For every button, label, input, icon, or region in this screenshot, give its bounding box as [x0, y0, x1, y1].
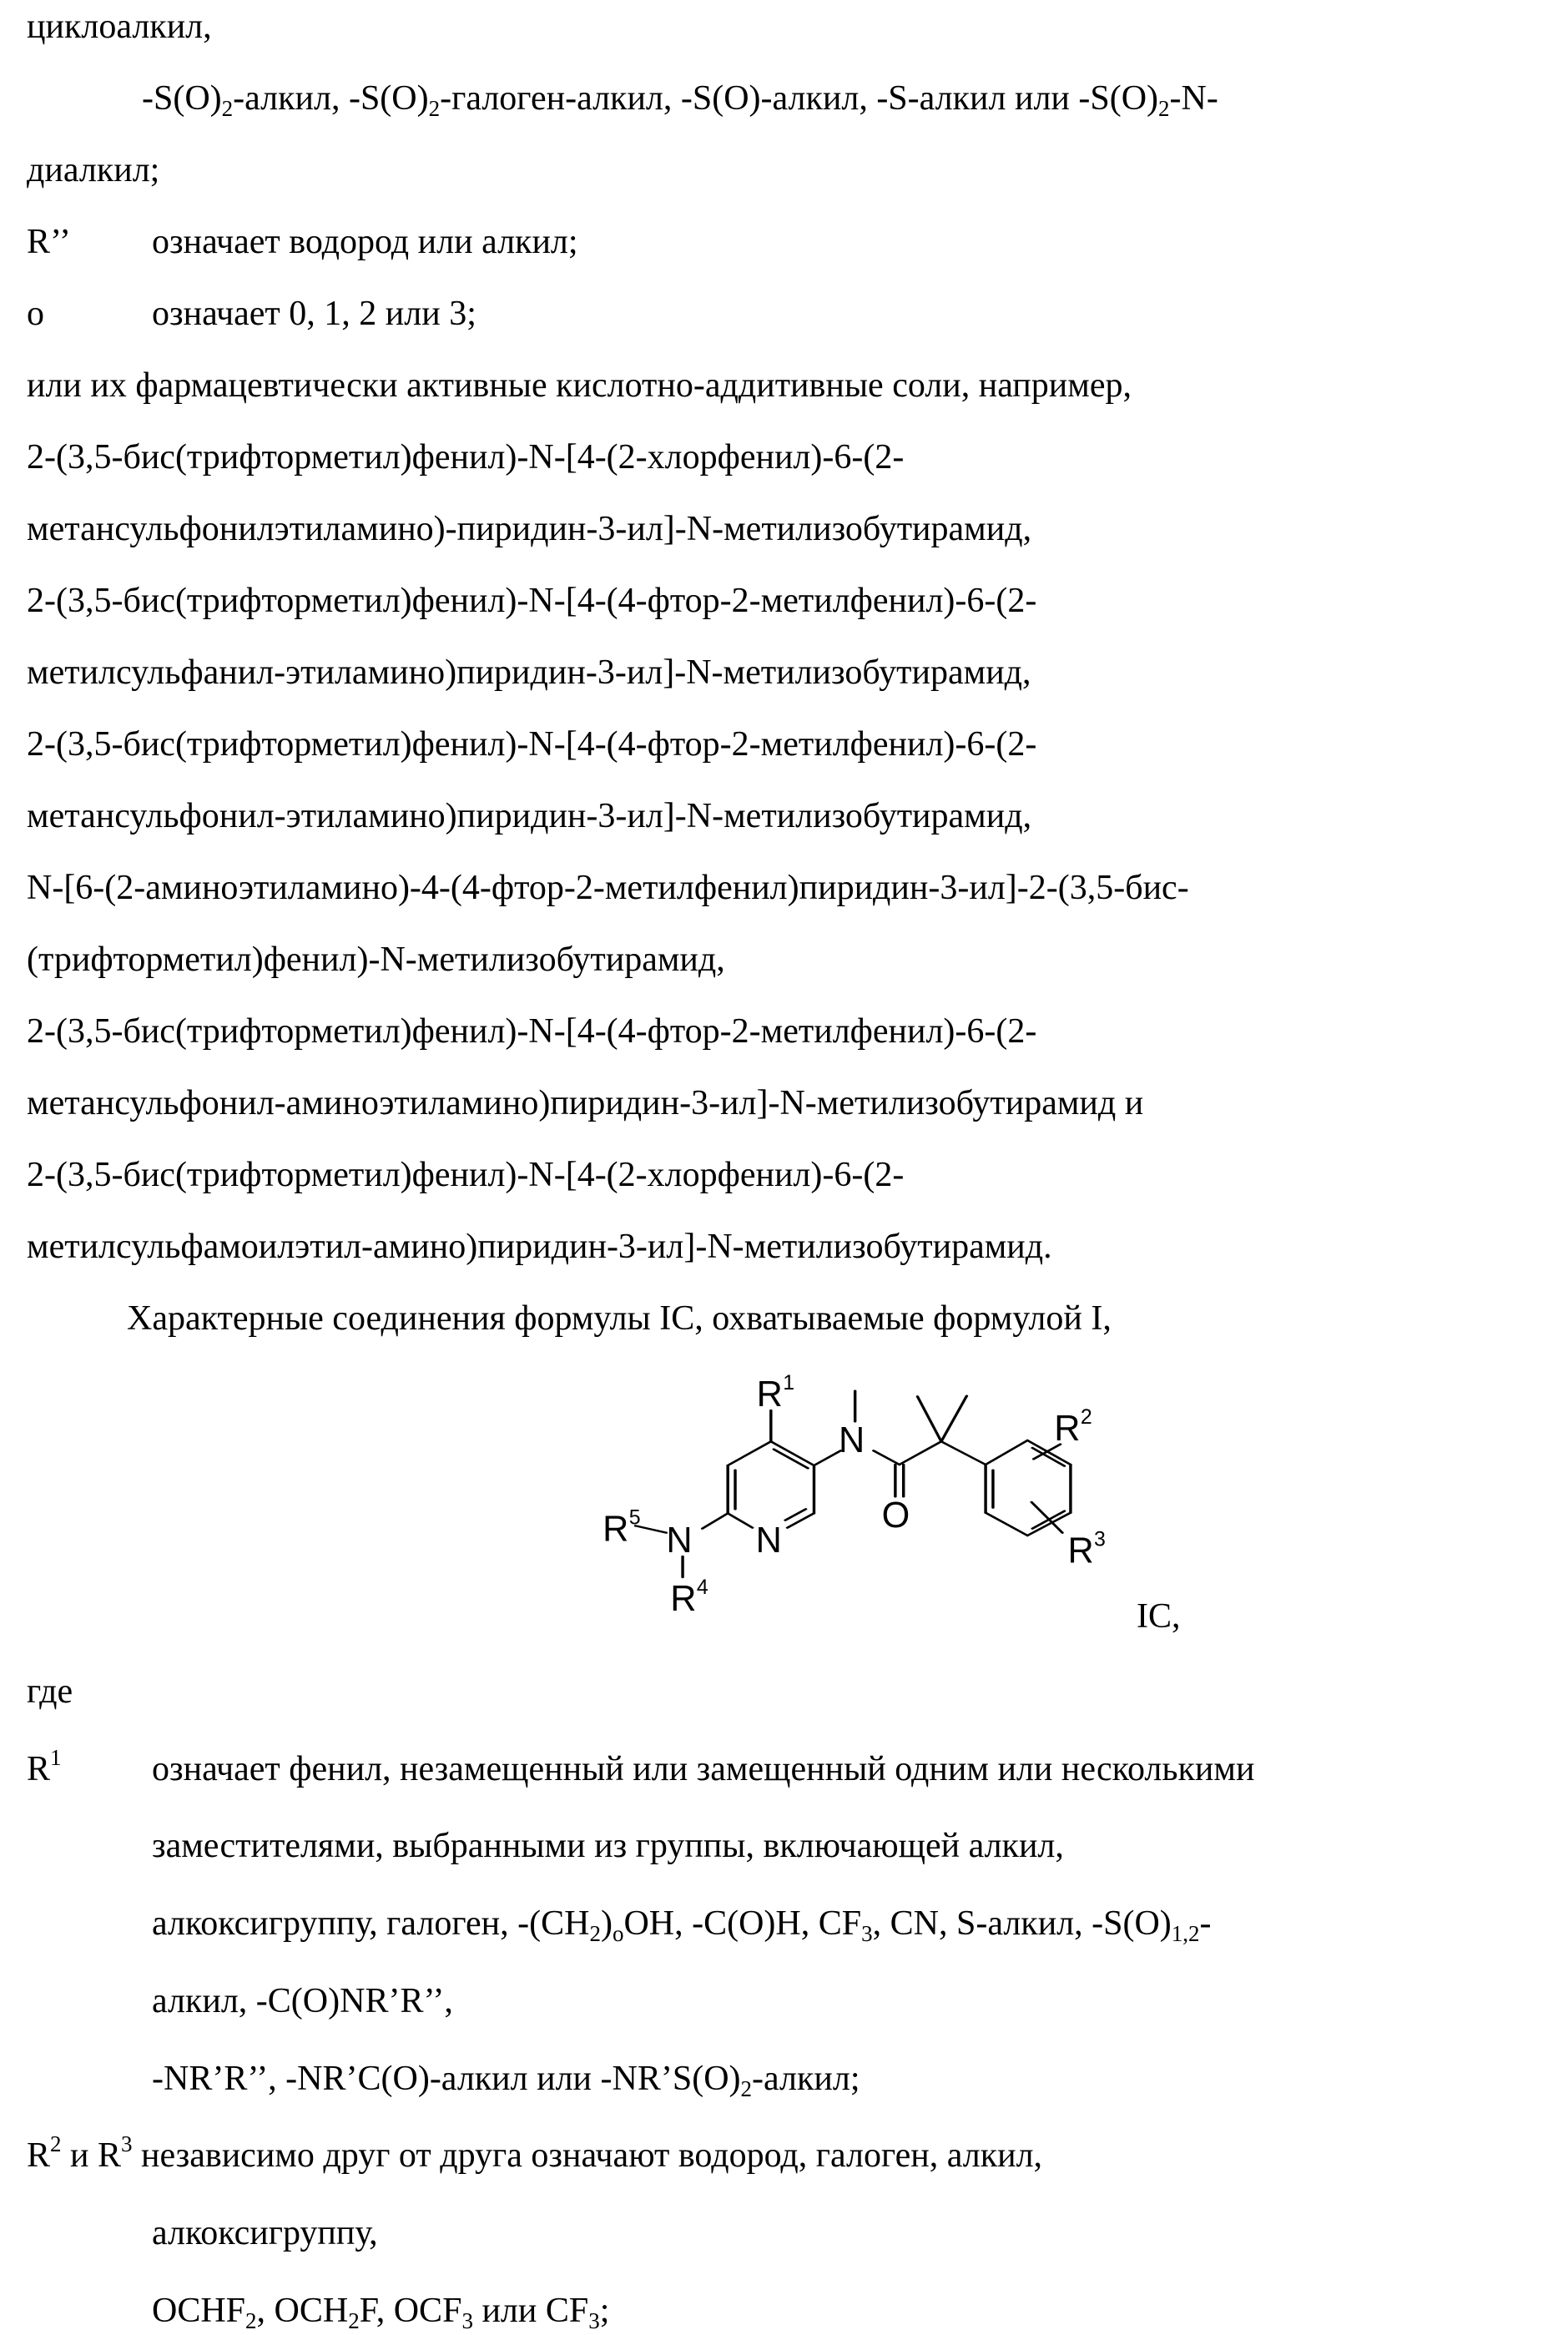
- text-line: [27, 508, 1031, 550]
- text-line: [27, 1011, 1036, 1052]
- definition-text: [152, 293, 476, 335]
- text-run: 2-(3,5-бис(трифторметил)фенил)-N-[4-(4-фтор-2-метилфенил)-6-(2-: [27, 582, 1036, 620]
- definition-text: [152, 221, 578, 263]
- text-line: [142, 78, 1218, 119]
- text-line: [27, 1226, 1052, 1268]
- text-run: o: [27, 295, 44, 333]
- text-run: или CF: [473, 2292, 588, 2330]
- text-run: алкоксигруппу,: [152, 2214, 378, 2252]
- text-run: независимо друг от друга означают водород, галоген, алкил,: [133, 2136, 1043, 2175]
- text-run: -алкил, -S(O): [233, 79, 428, 118]
- text-run: означает водород или алкил;: [152, 223, 578, 261]
- text-line: [27, 867, 1189, 909]
- amine-n-label: N: [666, 1521, 692, 1561]
- r3-label: R: [1067, 1531, 1093, 1571]
- r5-superscript: 5: [629, 1506, 641, 1530]
- text-line: [27, 652, 1031, 693]
- text-run: ): [601, 1904, 613, 1943]
- text-run: 2-(3,5-бис(трифторметил)фенил)-N-[4-(2-хлорфенил)-6-(2-: [27, 1156, 904, 1194]
- subscript: 2: [589, 1921, 601, 1946]
- structure-bonds: [635, 1391, 1070, 1577]
- text-run: циклоалкил,: [27, 8, 212, 46]
- text-run: метилсульфамоилэтил-амино)пиридин-3-ил]-N-метилизобутирамид.: [27, 1228, 1052, 1266]
- text-run: -алкил;: [752, 2060, 860, 2098]
- text-run: 2-(3,5-бис(трифторметил)фенил)-N-[4-(2-хлорфенил)-6-(2-: [27, 438, 904, 477]
- subscript: 1,2: [1172, 1921, 1200, 1946]
- superscript: 3: [121, 2131, 133, 2156]
- text-run: диалкил;: [27, 151, 159, 189]
- text-run: где: [27, 1672, 73, 1711]
- text-run: ;: [600, 2292, 610, 2330]
- text-run: OCHF: [152, 2292, 245, 2330]
- definition-label: [27, 1748, 62, 1790]
- text-run: , CN, S-алкил, -S(O): [873, 1904, 1172, 1943]
- r1-superscript: 1: [783, 1371, 794, 1394]
- definition-line: [27, 221, 1562, 263]
- text-run: означает фенил, незамещенный или замещенный одним или несколькими: [152, 1750, 1254, 1788]
- text-line: [27, 795, 1031, 837]
- subscript: 2: [348, 2308, 360, 2333]
- text-run: OH, -C(O)H, CF: [623, 1904, 861, 1943]
- text-line: [27, 436, 904, 478]
- r4-label: R: [670, 1579, 696, 1619]
- text-run: метилсульфанил-этиламино)пиридин-3-ил]-N-метилизобутирамид,: [27, 653, 1031, 692]
- subscript: 2: [1158, 96, 1170, 121]
- subscript: 3: [461, 2308, 473, 2333]
- r2-superscript: 2: [1081, 1405, 1092, 1429]
- text-run: означает 0, 1, 2 или 3;: [152, 295, 476, 333]
- text-line: [27, 1082, 1143, 1124]
- text-line: [27, 1154, 904, 1196]
- text-run: (трифторметил)фенил)-N-метилизобутирамид,: [27, 941, 725, 979]
- text-run: метансульфонил-этиламино)пиридин-3-ил]-N-метилизобутирамид,: [27, 797, 1031, 835]
- text-run: алкоксигруппу, галоген, -(CH: [152, 1904, 589, 1943]
- text-line: [27, 939, 725, 981]
- superscript: 2: [50, 2131, 62, 2156]
- text-run: метансульфонилэтиламино)-пиридин-3-ил]-N-метилизобутирамид,: [27, 510, 1031, 548]
- chemical-structure-ic: [584, 1369, 1218, 1652]
- text-line: [152, 1980, 453, 2022]
- subscript: 2: [245, 2308, 257, 2333]
- text-run: -: [1200, 1904, 1212, 1943]
- superscript: 1: [50, 1745, 62, 1770]
- text-run: Характерные соединения формулы IC, охватываемые формулой I,: [127, 1299, 1112, 1338]
- definition-line: [27, 1748, 1562, 1790]
- text-run: R: [27, 1750, 50, 1788]
- text-line: [152, 2212, 378, 2254]
- text-run: 2-(3,5-бис(трифторметил)фенил)-N-[4-(4-фтор-2-метилфенил)-6-(2-: [27, 1012, 1036, 1051]
- text-run: и R: [62, 2136, 122, 2175]
- text-line: [27, 2135, 1042, 2176]
- ring-n-label: N: [756, 1521, 782, 1561]
- text-run: -N-: [1170, 79, 1218, 118]
- definition-line: [27, 293, 1562, 335]
- amide-n-label: N: [839, 1420, 865, 1460]
- definition-text: [152, 1748, 1254, 1790]
- subscript: 2: [222, 96, 234, 121]
- text-line: [27, 724, 1036, 765]
- text-run: , OCH: [257, 2292, 349, 2330]
- text-run: R’’: [27, 223, 71, 261]
- subscript: 2: [741, 2076, 753, 2101]
- text-run: метансульфонил-аминоэтиламино)пиридин-3-ил]-N-метилизобутирамид и: [27, 1084, 1143, 1122]
- text-line: [27, 580, 1036, 622]
- text-run: N-[6-(2-аминоэтиламино)-4-(4-фтор-2-метилфенил)пиридин-3-ил]-2-(3,5-бис-: [27, 869, 1189, 907]
- text-run: F, OCF: [360, 2292, 462, 2330]
- text-run: R: [27, 2136, 50, 2175]
- text-run: -галоген-алкил, -S(O)-алкил, -S-алкил или -S(O): [440, 79, 1158, 118]
- r5-label: R: [602, 1510, 628, 1550]
- text-line: [27, 365, 1132, 406]
- text-line: [27, 1671, 73, 1712]
- text-run: 2-(3,5-бис(трифторметил)фенил)-N-[4-(4-фтор-2-метилфенил)-6-(2-: [27, 725, 1036, 764]
- text-run: или их фармацевтически активные кислотно-аддитивные соли, например,: [27, 366, 1132, 405]
- text-line: [152, 1825, 1064, 1867]
- text-line: [127, 1298, 1112, 1339]
- text-line: [27, 149, 159, 191]
- subscript: o: [613, 1921, 624, 1946]
- text-run: -NR’R’’, -NR’C(O)-алкил или -NR’S(O): [152, 2060, 741, 2098]
- subscript: 2: [429, 96, 441, 121]
- r3-superscript: 3: [1094, 1528, 1106, 1551]
- subscript: 3: [588, 2308, 600, 2333]
- text-line: [27, 6, 212, 48]
- text-line: [152, 1903, 1212, 1944]
- text-run: -S(O): [142, 79, 222, 118]
- carbonyl-o-label: O: [882, 1495, 910, 1536]
- formula-tag: IC,: [1137, 1596, 1181, 1637]
- r2-label: R: [1054, 1409, 1080, 1449]
- text-line: [152, 2058, 860, 2100]
- subscript: 3: [861, 1921, 873, 1946]
- definition-label: [27, 293, 44, 335]
- r4-superscript: 4: [697, 1576, 708, 1599]
- definition-label: [27, 221, 71, 263]
- text-line: [152, 2290, 609, 2332]
- text-run: алкил, -C(O)NR’R’’,: [152, 1982, 453, 2020]
- text-run: заместителями, выбранными из группы, включающей алкил,: [152, 1827, 1064, 1865]
- r1-label: R: [757, 1374, 783, 1415]
